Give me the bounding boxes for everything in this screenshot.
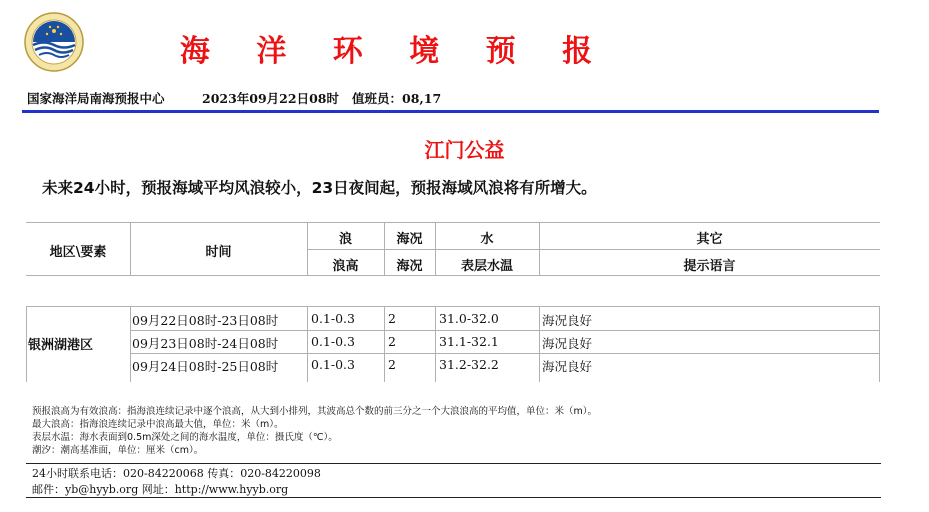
row-sea: 2 (388, 357, 396, 372)
duty-officer: 值班员：08,17 (352, 91, 442, 106)
row-temp: 31.1-32.1 (439, 334, 499, 349)
header-water-group: 水 (480, 232, 494, 247)
row-temp: 31.2-32.2 (439, 357, 499, 372)
table-col-divider (435, 306, 436, 382)
header-bottom-border (26, 275, 880, 276)
contact-web: 邮件：yb@hyyb.org 网址：http://www.hyyb.org (32, 483, 289, 496)
row-wave: 0.1-0.3 (311, 311, 355, 326)
header-other-group: 其它 (696, 232, 723, 247)
table-row-divider (130, 353, 880, 354)
page-title: 海 洋 环 境 预 报 (179, 34, 611, 69)
table-col-divider (130, 306, 131, 382)
row-sea: 2 (388, 334, 396, 349)
header-surface-temp: 表层水温 (460, 259, 513, 274)
note-line: 最大浪高：指海浪连续记录中浪高最大值，单位：米（m）。 (32, 419, 284, 430)
agency-logo (24, 12, 84, 72)
header-wave-group: 浪 (338, 232, 352, 247)
row-temp: 31.0-32.0 (439, 311, 499, 326)
table-row-divider (130, 330, 880, 331)
row-time: 09月22日08时-23日08时 (132, 313, 279, 328)
row-wave: 0.1-0.3 (311, 334, 355, 349)
footer-bottom-rule (26, 497, 881, 498)
table-col-divider (539, 306, 540, 382)
table-header (26, 222, 880, 276)
footer-top-rule (26, 463, 881, 464)
note-line: 预报浪高为有效浪高：指海浪连续记录中逐个浪高，从大到小排列，其波高总个数的前三分之一个大浪浪高的平均值，单位：米（m）。 (32, 406, 598, 417)
row-time: 09月24日08时-25日08时 (132, 359, 279, 374)
header-sea-group: 海况 (396, 232, 423, 247)
org-name: 国家海洋局南海预报中心 (27, 91, 165, 106)
header-top-border (26, 222, 880, 223)
note-line: 潮汐：潮高基准面，单位：厘米（cm）。 (32, 445, 204, 456)
notes-section (32, 405, 597, 457)
row-time: 09月23日08时-24日08时 (132, 336, 279, 351)
header-tips: 提示语言 (683, 259, 736, 274)
table-col-divider (307, 306, 308, 382)
forecast-summary: 未来24小时，预报海域平均风浪较小，23日夜间起，预报海域风浪将有所增大。 (42, 179, 597, 197)
row-tip: 海况良好 (542, 313, 593, 328)
table-col-divider (879, 306, 880, 382)
table-top-border (26, 306, 880, 307)
forecast-table (26, 306, 880, 382)
table-col-divider (384, 306, 385, 382)
header-time: 时间 (205, 245, 232, 260)
table-col-divider (26, 306, 27, 382)
region-title: 江门公益 (424, 138, 505, 162)
row-tip: 海况良好 (542, 336, 593, 351)
contact-phone: 24小时联系电话：020-84220068 传真：020-84220098 (32, 467, 321, 480)
header-wave-height: 浪高 (332, 259, 359, 274)
header-mid-border (307, 249, 880, 250)
header-divider (22, 110, 879, 113)
row-wave: 0.1-0.3 (311, 357, 355, 372)
note-line: 表层水温：海水表面到0.5m深处之间的海水温度，单位：摄氏度（℃）。 (32, 432, 338, 443)
row-sea: 2 (388, 311, 396, 326)
issue-datetime: 2023年09月22日08时 (202, 91, 339, 106)
region-name: 银洲湖港区 (28, 338, 94, 353)
header-sea-state: 海况 (396, 259, 423, 274)
header-region: 地区\要素 (49, 245, 107, 260)
row-tip: 海况良好 (542, 359, 593, 374)
